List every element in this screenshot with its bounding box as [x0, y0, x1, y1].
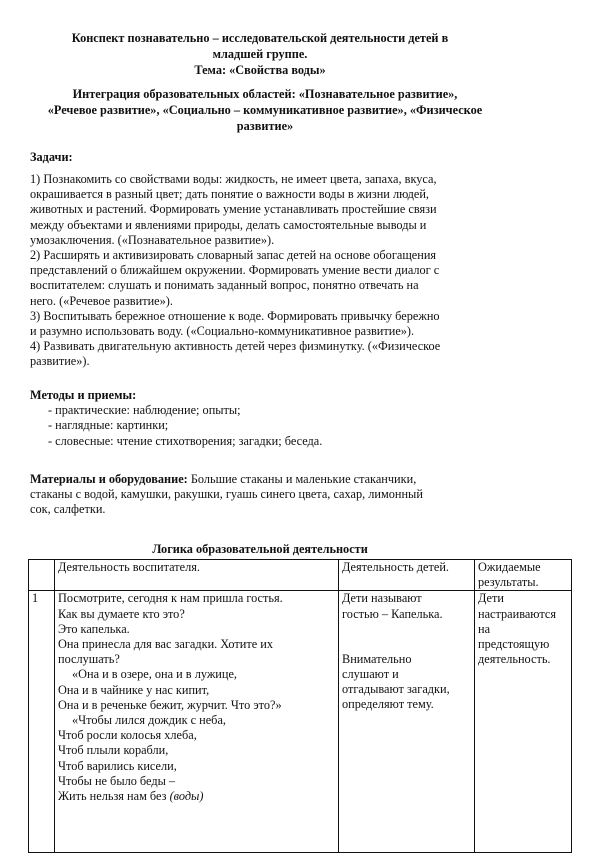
result-line: на [478, 621, 491, 636]
teacher-line: Чтобы не было беды – [58, 773, 176, 788]
header-teacher: Деятельность воспитателя. [55, 560, 339, 591]
integration-areas-1: «Познавательное развитие», [295, 87, 458, 101]
children-line: отгадывают загадки, [342, 682, 450, 697]
integration-block [30, 86, 500, 134]
teacher-line: «Она и в озере, она и в лужице, [72, 667, 238, 682]
task-line: умозаключения. («Познавательное развитие»). [30, 232, 275, 247]
teacher-line: Она и в чайнике у нас кипит, [58, 682, 210, 697]
header-children: Деятельность детей. [339, 560, 475, 591]
document-title-line2: младшей группе. [212, 47, 308, 61]
children-activity [339, 591, 475, 853]
teacher-last-text: Жить нельзя нам без [58, 789, 170, 804]
materials-label: Материалы и оборудование: [30, 472, 188, 486]
integration-label: Интеграция образовательных областей: [72, 87, 296, 101]
children-line: определяют тему. [342, 697, 434, 712]
teacher-line: Она и в реченьке бежит, журчит. Что это?» [58, 697, 282, 712]
children-line: Дети называют [342, 591, 422, 606]
teacher-activity [55, 591, 339, 853]
methods-list [30, 403, 500, 449]
method-item: - наглядные: картинки; [48, 418, 169, 433]
title-block [30, 30, 490, 78]
teacher-line-last [58, 789, 335, 804]
tasks-heading: Задачи: [30, 150, 73, 164]
task-line: него. («Речевое развитие»). [30, 293, 173, 308]
row-number: 1 [29, 591, 55, 853]
header-results-line2: результаты. [478, 575, 539, 590]
integration-areas-3: развитие» [236, 119, 294, 133]
teacher-line: Она принесла для вас загадки. Хотите их [58, 637, 273, 652]
children-line: слушают и [342, 667, 399, 682]
task-line: воспитателем: слушать и понимать заданный вопрос, понятно отвечать на [30, 278, 419, 293]
result-line: настраиваются [478, 606, 556, 621]
logic-title: Логика образовательной деятельности [152, 542, 368, 556]
task-line: 2) Расширять и активизировать словарный запас детей на основе обогащения [30, 248, 437, 263]
tasks-list [30, 172, 500, 370]
task-line: животных и растений. Формировать умение устанавливать простейшие связи [30, 202, 437, 217]
teacher-line: Посмотрите, сегодня к нам пришла гостья. [58, 591, 283, 606]
teacher-line: Чтоб плыли корабли, [58, 743, 169, 758]
task-line: окрашивается в разный цвет; дать понятие о важности воды в жизни людей, [30, 187, 430, 202]
teacher-line: Как вы думаете кто это? [58, 606, 185, 621]
children-line: Внимательно [342, 651, 412, 666]
logic-table [28, 559, 572, 853]
expected-results [475, 591, 572, 853]
task-line: представлений о ближайшем окружении. Формировать умение вести диалог с [30, 263, 440, 278]
header-results-line1: Ожидаемые [478, 560, 541, 574]
task-line: 1) Познакомить со свойствами воды: жидкость, не имеет цвета, запаха, вкуса, [30, 172, 437, 186]
teacher-line: Чтоб росли колосья хлеба, [58, 728, 197, 743]
materials-text-3: сок, салфетки. [30, 502, 106, 517]
materials-text-1: Большие стаканы и маленькие стаканчики, [187, 472, 417, 486]
children-line: гостью – Капелька. [342, 606, 443, 621]
methods-heading: Методы и приемы: [30, 388, 137, 402]
header-results [475, 560, 572, 591]
methods-block [30, 388, 500, 449]
header-num [29, 560, 55, 591]
method-item: - практические: наблюдение; опыты; [48, 403, 241, 418]
result-line: деятельность. [478, 652, 551, 667]
teacher-last-answer: (воды) [169, 789, 204, 804]
teacher-line: Это капелька. [58, 621, 130, 636]
table-header-row [29, 560, 572, 591]
teacher-line: «Чтобы лился дождик с неба, [72, 713, 226, 728]
materials-text-2: стаканы с водой, камушки, ракушки, гуашь синего цвета, сахар, лимонный [30, 487, 423, 502]
children-spacer [342, 622, 471, 652]
task-line: и разумно использовать воду. («Социально-коммуникативное развитие»). [30, 324, 415, 339]
teacher-line: послушать? [58, 652, 120, 667]
task-line: 3) Воспитывать бережное отношение к воде. Формировать привычку бережно [30, 308, 440, 323]
integration-areas-2: «Речевое развитие», «Социально – коммуникативное развитие», «Физическое [47, 103, 483, 117]
result-line: Дети [478, 591, 504, 606]
task-line: 4) Развивать двигательную активность детей через физминутку. («Физическое [30, 339, 441, 354]
teacher-line: Чтоб варились кисели, [58, 758, 177, 773]
result-line: предстоящую [478, 637, 550, 652]
method-item: - словесные: чтение стихотворения; загадки; беседа. [48, 433, 323, 448]
task-line: развитие»). [30, 354, 90, 369]
table-row [29, 591, 572, 853]
materials-block [30, 472, 500, 518]
document-title-line1: Конспект познавательно – исследовательской деятельности детей в [71, 31, 449, 45]
document-topic: Тема: «Свойства воды» [194, 63, 326, 77]
task-line: между объектами и явлениями природы, делать самостоятельные выводы и [30, 217, 427, 232]
